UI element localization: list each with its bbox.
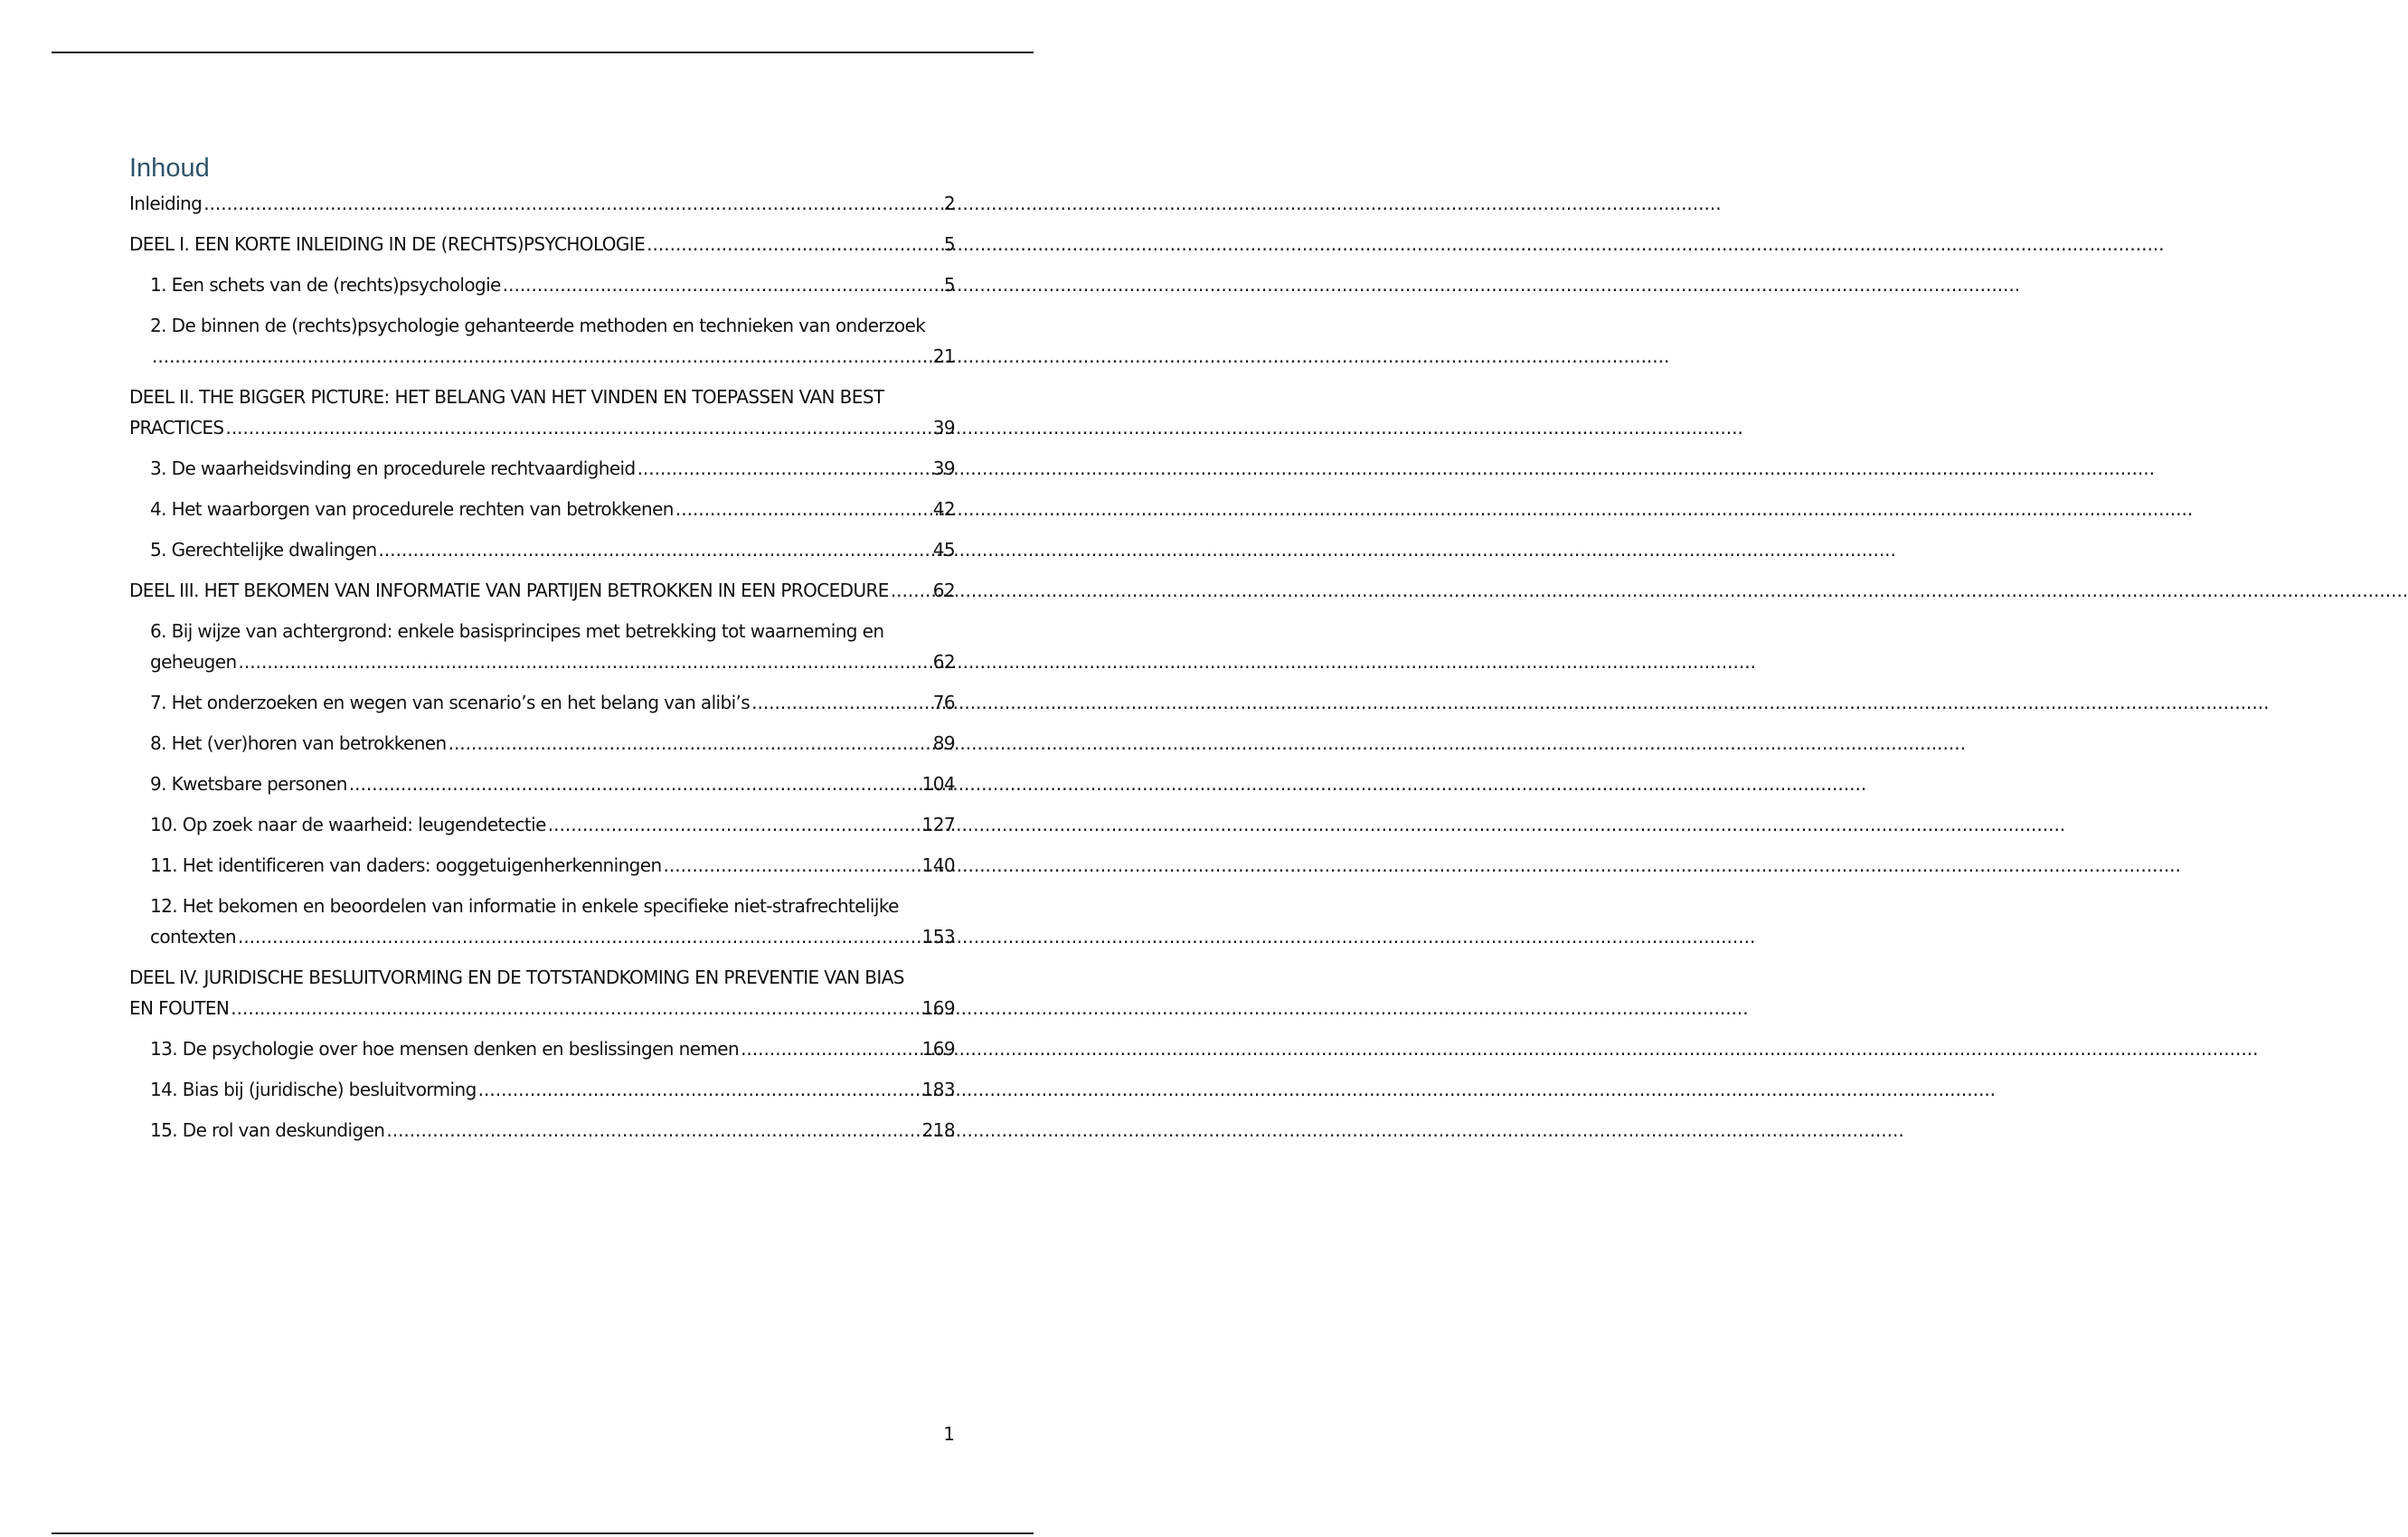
toc-entry-deel-4[interactable] bbox=[129, 962, 955, 1023]
toc-page-ref: 5 bbox=[943, 233, 955, 255]
toc-entry-deel-3[interactable] bbox=[129, 575, 955, 606]
page-number: 1 bbox=[943, 1423, 955, 1445]
dot-leader bbox=[152, 341, 931, 372]
toc-entry-chapter-10[interactable] bbox=[129, 809, 955, 840]
toc-entry-text: 13. De psychologie over hoe mensen denken en beslissingen nemen bbox=[150, 1038, 740, 1060]
toc-entry-chapter-11[interactable] bbox=[129, 850, 955, 881]
toc-entry-text: 4. Het waarborgen van procedurele rechten van betrokkenen bbox=[150, 498, 674, 520]
dot-leader bbox=[647, 229, 942, 259]
toc-entry-chapter-12[interactable] bbox=[129, 891, 955, 952]
toc-page-ref: 45 bbox=[932, 539, 955, 561]
toc-entry-text-line1: 12. Het bekomen en beoordelen van informatie in enkele specifieke niet-strafrechtelijke bbox=[150, 895, 899, 917]
footer-rule bbox=[52, 1532, 1034, 1534]
toc-entry-text: 8. Het (ver)horen van betrokkenen bbox=[150, 732, 447, 754]
toc-entry-chapter-1[interactable] bbox=[129, 269, 955, 300]
dot-leader bbox=[503, 269, 942, 300]
toc-entry-text-line1: DEEL II. THE BIGGER PICTURE: HET BELANG VAN HET VINDEN EN TOEPASSEN VAN BEST bbox=[129, 386, 884, 408]
dot-leader bbox=[386, 1115, 920, 1146]
toc-entry-text: 1. Een schets van de (rechts)psychologie bbox=[150, 274, 501, 296]
toc-entry-text: Inleiding bbox=[129, 193, 203, 214]
dot-leader bbox=[637, 453, 931, 484]
toc-page-ref: 89 bbox=[932, 732, 955, 754]
toc-page-ref: 183 bbox=[921, 1079, 955, 1100]
toc-entry-chapter-9[interactable] bbox=[129, 768, 955, 799]
toc-page-ref: 2 bbox=[943, 193, 955, 214]
toc-page-ref: 76 bbox=[932, 692, 955, 713]
toc-entry-chapter-7[interactable] bbox=[129, 687, 955, 718]
toc-entry-text-line1: DEEL IV. JURIDISCHE BESLUITVORMING EN DE TOTSTANDKOMING EN PREVENTIE VAN BIAS bbox=[129, 967, 904, 988]
dot-leader bbox=[664, 850, 921, 881]
toc-page-ref: 5 bbox=[943, 274, 955, 296]
dot-leader bbox=[379, 534, 931, 565]
toc-entry-text: 3. De waarheidsvinding en procedurele rechtvaardigheid bbox=[150, 457, 636, 479]
toc-entry-text: 9. Kwetsbare personen bbox=[150, 773, 347, 795]
toc-page-ref: 169 bbox=[921, 1038, 955, 1060]
dot-leader bbox=[548, 809, 921, 840]
toc-entry-chapter-4[interactable] bbox=[129, 494, 955, 524]
toc-page-ref: 104 bbox=[921, 773, 955, 795]
toc-page-ref: 127 bbox=[921, 814, 955, 835]
toc-entry-text-line2: geheugen bbox=[150, 651, 237, 673]
toc-entry-inleiding[interactable] bbox=[129, 188, 955, 219]
dot-leader bbox=[891, 575, 931, 606]
dot-leader bbox=[675, 494, 931, 524]
toc-entry-text: 5. Gerechtelijke dwalingen bbox=[150, 539, 377, 561]
dot-leader bbox=[478, 1074, 921, 1105]
toc-title: Inhoud bbox=[129, 154, 210, 183]
toc-page-ref: 39 bbox=[932, 417, 955, 438]
toc-page-ref: 218 bbox=[921, 1119, 955, 1141]
dot-leader bbox=[238, 921, 921, 952]
toc-entry-text-line2: EN FOUTEN bbox=[129, 997, 230, 1019]
toc-entry-text: 7. Het onderzoeken en wegen van scenario’s en het belang van alibi’s bbox=[150, 692, 751, 713]
toc-entry-text: DEEL I. EEN KORTE INLEIDING IN DE (RECHTS)PSYCHOLOGIE bbox=[129, 233, 646, 255]
toc-entry-chapter-2[interactable] bbox=[129, 310, 955, 372]
header-rule bbox=[52, 52, 1034, 53]
toc-entry-text: DEEL III. HET BEKOMEN VAN INFORMATIE VAN PARTIJEN BETROKKEN IN EEN PROCEDURE bbox=[129, 580, 889, 601]
dot-leader bbox=[239, 646, 931, 677]
table-of-contents bbox=[129, 188, 955, 1155]
toc-entry-chapter-8[interactable] bbox=[129, 728, 955, 759]
dot-leader bbox=[203, 188, 942, 219]
toc-entry-chapter-6[interactable] bbox=[129, 616, 955, 677]
toc-entry-deel-1[interactable] bbox=[129, 229, 955, 259]
toc-page-ref: 169 bbox=[921, 997, 955, 1019]
toc-page-ref: 140 bbox=[921, 854, 955, 876]
toc-entry-deel-2[interactable] bbox=[129, 382, 955, 443]
toc-entry-text: 10. Op zoek naar de waarheid: leugendetectie bbox=[150, 814, 546, 835]
toc-page-ref: 62 bbox=[932, 651, 955, 673]
toc-entry-text: 15. De rol van deskundigen bbox=[150, 1119, 385, 1141]
dot-leader bbox=[449, 728, 931, 759]
toc-entry-chapter-5[interactable] bbox=[129, 534, 955, 565]
toc-entry-chapter-14[interactable] bbox=[129, 1074, 955, 1105]
toc-entry-text-line2: contexten bbox=[150, 926, 236, 948]
toc-entry-text: 14. Bias bij (juridische) besluitvorming bbox=[150, 1079, 477, 1100]
toc-page-ref: 153 bbox=[921, 926, 955, 948]
dot-leader bbox=[231, 993, 920, 1023]
toc-entry-chapter-15[interactable] bbox=[129, 1115, 955, 1146]
dot-leader bbox=[751, 687, 931, 718]
dot-leader bbox=[349, 768, 921, 799]
toc-entry-chapter-13[interactable] bbox=[129, 1033, 955, 1064]
dot-leader bbox=[741, 1033, 921, 1064]
toc-entry-text-line2: PRACTICES bbox=[129, 417, 224, 438]
toc-page-ref: 39 bbox=[932, 457, 955, 479]
toc-entry-text: 11. Het identificeren van daders: ooggetuigenherkenningen bbox=[150, 854, 662, 876]
toc-entry-text-line1: 6. Bij wijze van achtergrond: enkele basisprincipes met betrekking tot waarneming en bbox=[150, 620, 884, 642]
toc-page-ref: 42 bbox=[932, 498, 955, 520]
toc-page-ref: 21 bbox=[932, 345, 955, 367]
toc-entry-chapter-3[interactable] bbox=[129, 453, 955, 484]
toc-entry-text-line1: 2. De binnen de (rechts)psychologie gehanteerde methoden en technieken van onderzoek bbox=[150, 315, 926, 336]
toc-page-ref: 62 bbox=[932, 580, 955, 601]
dot-leader bbox=[225, 412, 930, 443]
